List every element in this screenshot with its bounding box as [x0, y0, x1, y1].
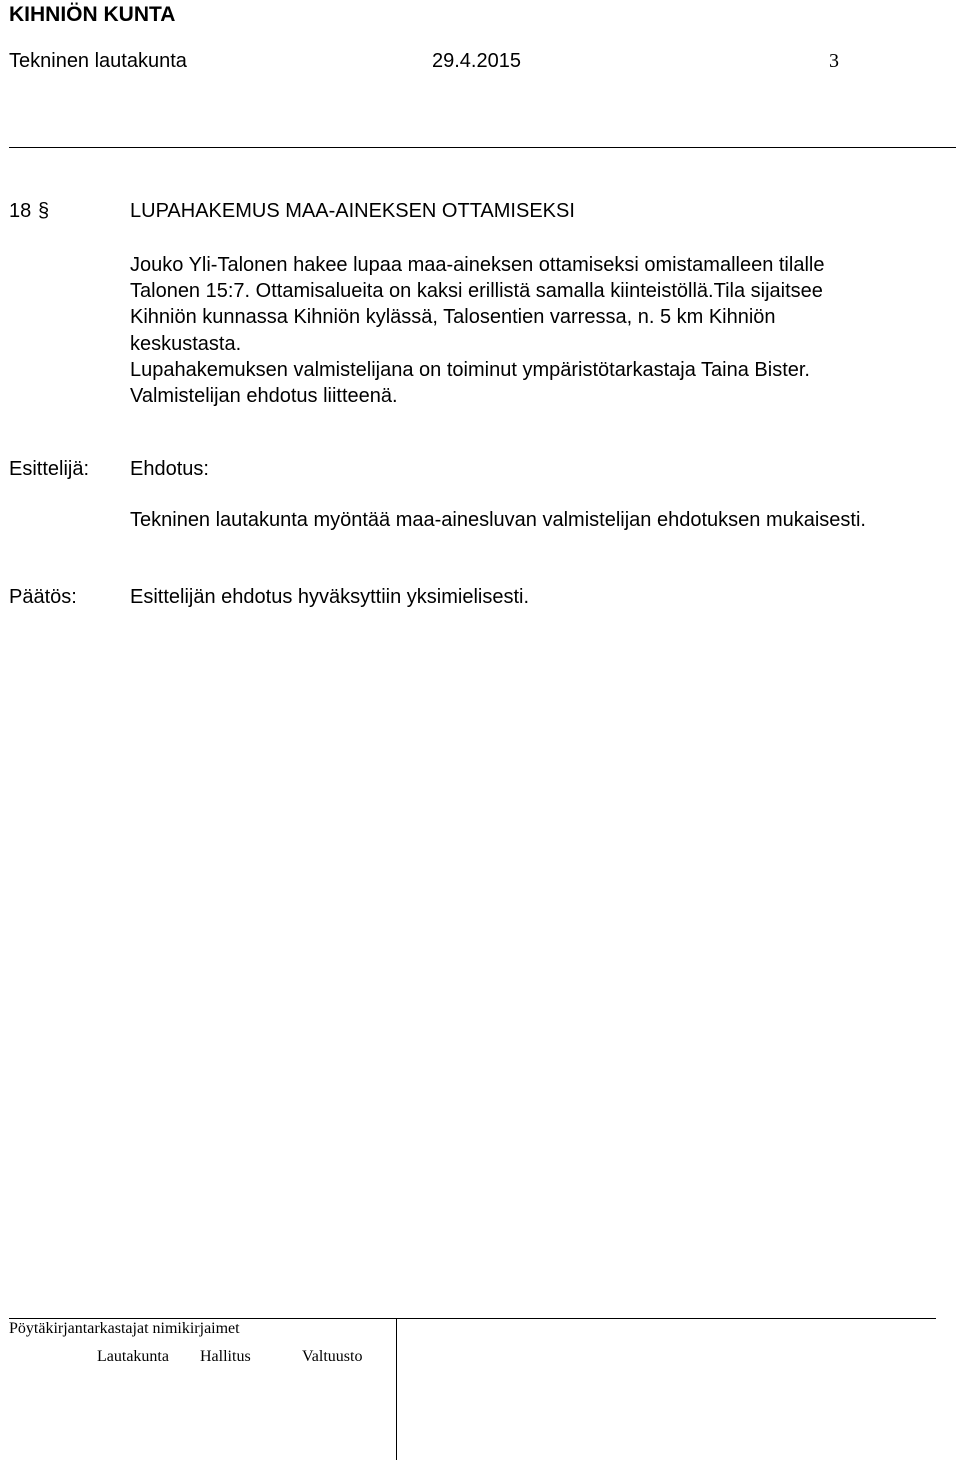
footer-column-hallitus: Hallitus [200, 1348, 251, 1365]
footer-box-right-border [396, 1318, 397, 1460]
footer-title: Pöytäkirjantarkastajat nimikirjaimet [9, 1320, 240, 1337]
organization-name: KIHNIÖN KUNTA [9, 3, 176, 26]
proposal-heading: Ehdotus: [130, 458, 209, 480]
body-line: Valmistelijan ehdotus liitteenä. [130, 385, 398, 408]
presenter-label: Esittelijä: [9, 458, 90, 480]
committee-name: Tekninen lautakunta [9, 50, 187, 72]
section-number: 18 [9, 200, 32, 222]
footer-column-valtuusto: Valtuusto [302, 1348, 363, 1365]
decision-text: Esittelijän ehdotus hyväksyttiin yksimielisesti. [130, 586, 530, 608]
decision-label: Päätös: [9, 586, 77, 608]
body-line: Lupahakemuksen valmistelijana on toiminut ympäristötarkastaja Taina Bister. [130, 358, 810, 381]
section-title: LUPAHAKEMUS MAA-AINEKSEN OTTAMISEKSI [130, 200, 575, 222]
body-line: keskustasta. [130, 332, 242, 355]
proposal-text: Tekninen lautakunta myöntää maa-ainesluvan valmistelijan ehdotuksen mukaisesti. [130, 509, 866, 531]
meeting-date: 29.4.2015 [432, 50, 521, 72]
footer-top-rule [9, 1318, 936, 1319]
body-line: Kihniön kunnassa Kihniön kylässä, Talosentien varressa, n. 5 km Kihniön [130, 306, 776, 329]
body-line: Jouko Yli-Talonen hakee lupaa maa-aineksen ottamiseksi omistamalleen tilalle [130, 254, 825, 276]
section-body [130, 252, 950, 409]
body-line: Talonen 15:7. Ottamisalueita on kaksi erillistä samalla kiinteistöllä.Tila sijaitsee [130, 280, 823, 303]
footer-column-lautakunta: Lautakunta [97, 1348, 169, 1365]
header-divider [9, 147, 956, 148]
section-sign: § [38, 200, 50, 222]
page-number: 3 [829, 50, 839, 72]
